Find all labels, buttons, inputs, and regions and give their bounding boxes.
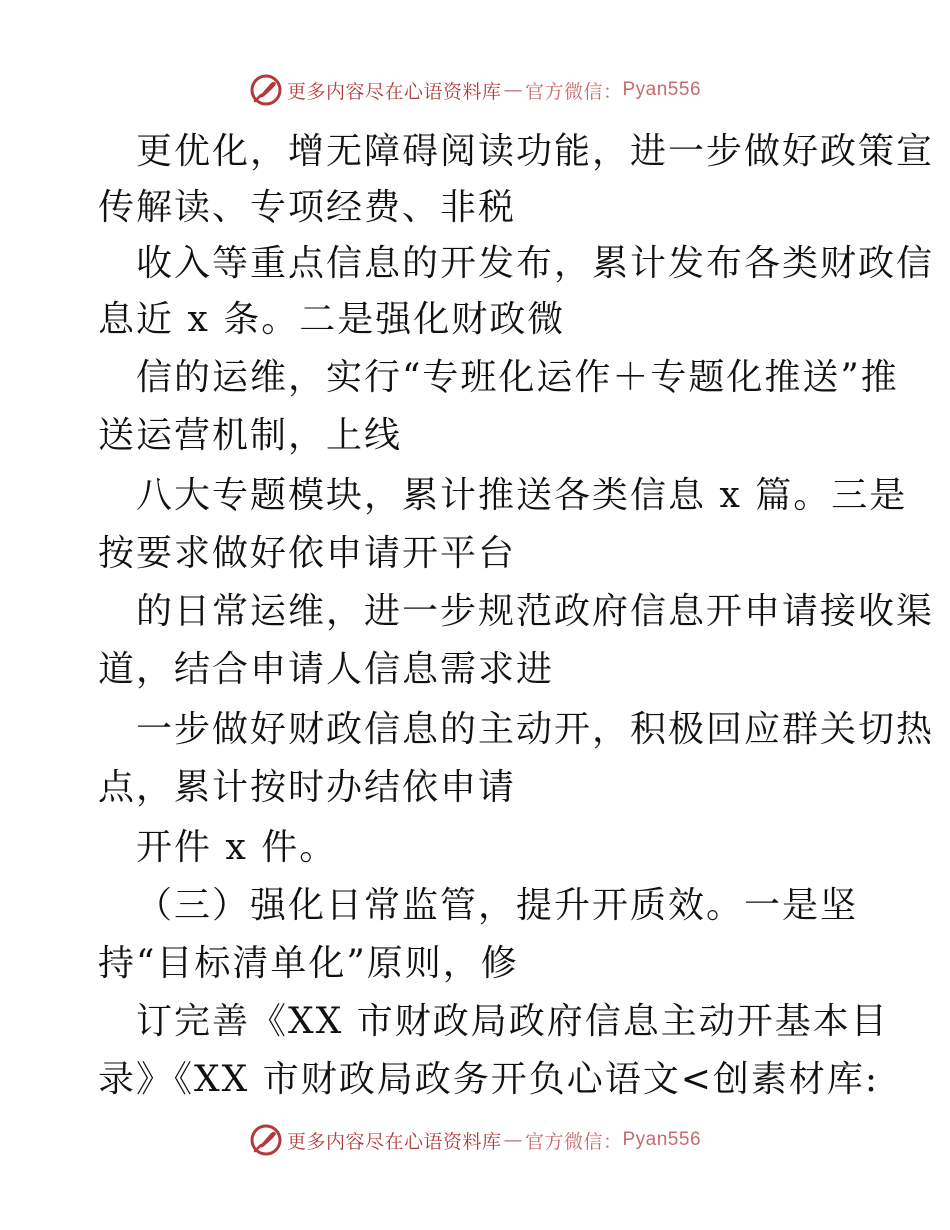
text-line: 点，累计按时办结依申请	[98, 767, 517, 808]
watermark-separator: —	[503, 1129, 523, 1151]
text-line: 传解读、专项经费、非税	[98, 187, 517, 228]
text-line: 的日常运维，进一步规范政府信息开申请接收渠	[136, 591, 935, 632]
text-line: 开件 x 件。	[136, 827, 338, 868]
watermark-separator: —	[503, 79, 523, 101]
text-line: 息近 x 条。二是强化财政微	[98, 299, 566, 340]
text-line: 订完善《XX 市财政局政府信息主动开基本目	[136, 1001, 889, 1042]
watermark-wechat-id: Pyan556	[622, 79, 702, 100]
text-line: 持“目标清单化”原则，修	[98, 943, 519, 984]
text-line: 八大专题模块，累计推送各类信息 x 篇。三是	[136, 475, 908, 516]
text-line: 录》《XX 市财政局政务开负心语文<创素材库:	[98, 1059, 879, 1100]
section-heading-line: （三）强化日常监管，提升开质效。一是坚	[136, 885, 859, 926]
watermark-label: 官方微信：	[524, 80, 623, 103]
header-watermark	[0, 70, 950, 110]
footer-watermark	[0, 1120, 950, 1160]
text-line: 信的运维，实行“专班化运作＋专题化推送”推	[136, 357, 899, 398]
text-line: 一步做好财政信息的主动开，积极回应群关切热	[136, 709, 935, 750]
watermark-label: 官方微信：	[524, 1130, 623, 1153]
text-line: 按要求做好依申请开平台	[98, 533, 517, 574]
quill-logo-icon	[249, 73, 283, 107]
text-line: 收入等重点信息的开发布，累计发布各类财政信	[136, 243, 935, 284]
watermark-wechat-id: Pyan556	[622, 1129, 702, 1150]
text-line: 道，结合申请人信息需求进	[98, 649, 555, 690]
watermark-site: 更多内容尽在心语资料库	[286, 1130, 502, 1153]
text-line: 更优化，增无障碍阅读功能，进一步做好政策宣	[136, 131, 935, 172]
quill-logo-icon	[249, 1123, 283, 1157]
text-line: 送运营机制，上线	[98, 415, 403, 456]
watermark-site: 更多内容尽在心语资料库	[286, 80, 502, 103]
